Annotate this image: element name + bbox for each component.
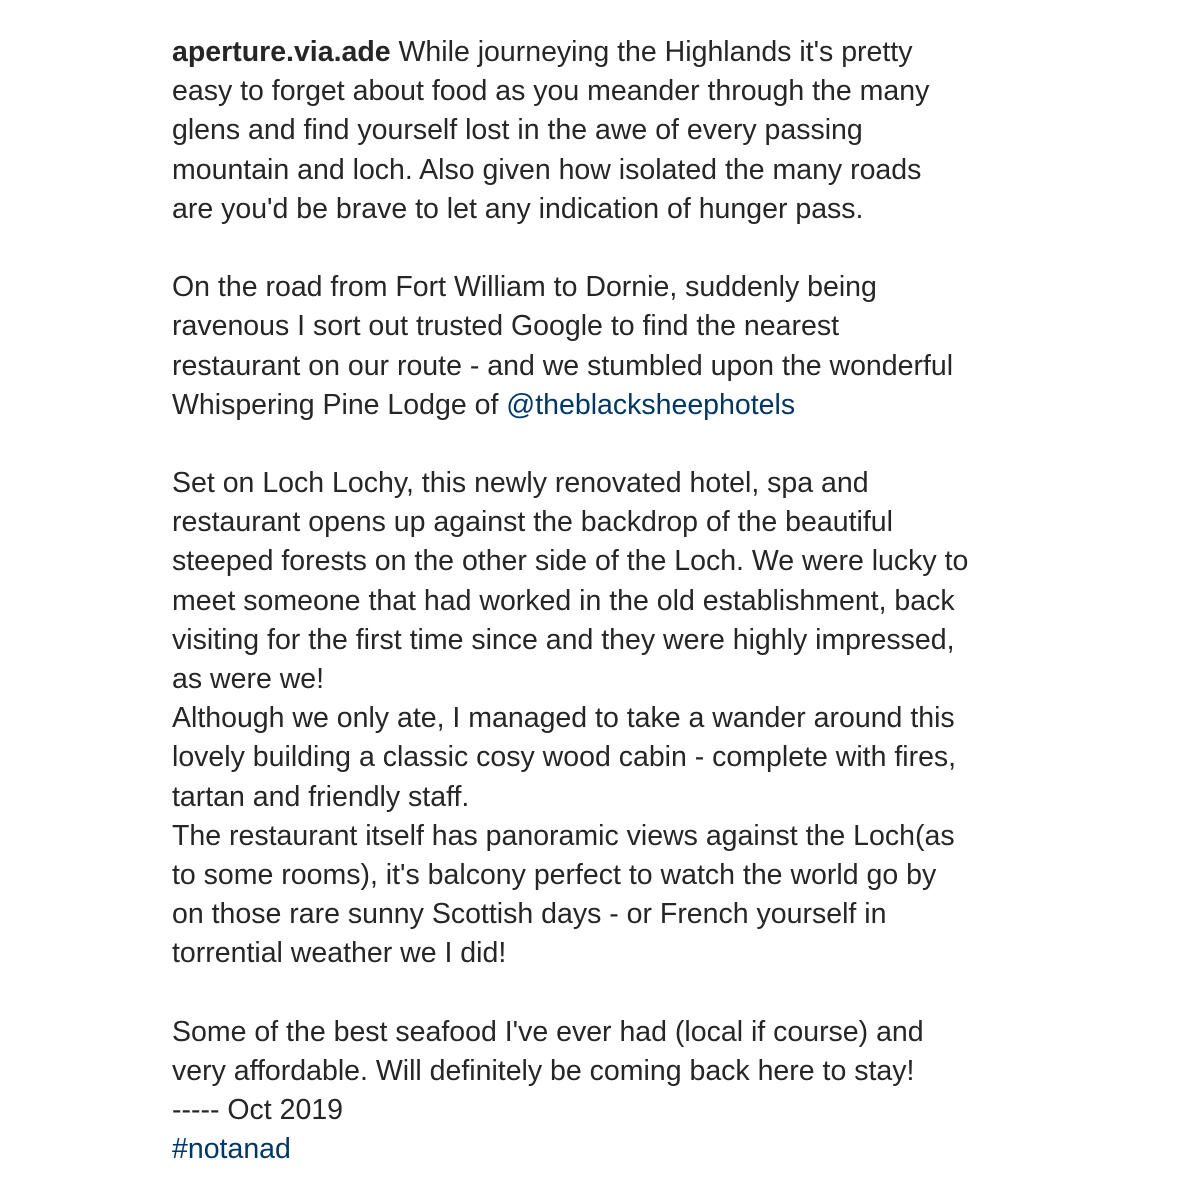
caption-text: The restaurant itself has panoramic views against the Loch(as	[172, 819, 955, 852]
caption-text: Set on Loch Lochy, this newly renovated hotel, spa and	[172, 467, 869, 500]
caption-text: are you'd be brave to let any indication of hunger pass.	[172, 192, 864, 225]
post-caption	[172, 33, 1172, 1169]
caption-line	[172, 33, 1172, 72]
caption-text: restaurant on our route - and we stumbled upon the wonderful	[172, 349, 954, 382]
caption-text: Whispering Pine Lodge of	[172, 388, 499, 421]
caption-text: visiting for the first time since and they were highly impressed,	[172, 623, 955, 656]
caption-text: On the road from Fort William to Dornie, suddenly being	[172, 271, 877, 304]
caption-text: easy to forget about food as you meander through the many	[172, 75, 930, 108]
caption-line	[172, 386, 1172, 425]
caption-text: ----- Oct 2019	[172, 1094, 344, 1127]
username-link[interactable]: aperture.via.ade	[172, 36, 391, 68]
paragraph-gap	[172, 425, 1172, 464]
caption-line	[172, 1130, 1172, 1169]
caption-text: on those rare sunny Scottish days - or French yourself in	[172, 898, 887, 931]
caption-text: meet someone that had worked in the old establishment, back	[172, 584, 955, 617]
caption-text: restaurant opens up against the backdrop of the beautiful	[172, 506, 893, 539]
caption-text: to some rooms), it's balcony perfect to watch the world go by	[172, 858, 937, 891]
caption-text: lovely building a classic cosy wood cabin - complete with fires,	[172, 741, 957, 774]
caption-text: very affordable. Will definitely be coming back here to stay!	[172, 1054, 915, 1087]
caption-text: Some of the best seafood I've ever had (local if course) and	[172, 1015, 924, 1048]
caption-text: Although we only ate, I managed to take a wander around this	[172, 702, 955, 735]
hashtag-link[interactable]: #notanad	[172, 1133, 291, 1166]
caption-text: glens and find yourself lost in the awe of every passing	[172, 114, 863, 147]
caption-text: as were we!	[172, 663, 325, 695]
paragraph-gap	[172, 974, 1172, 1013]
caption-text: steeped forests on the other side of the Loch. We were lucky to	[172, 545, 969, 578]
caption-text: torrential weather we I did!	[172, 937, 507, 970]
mention-link[interactable]: @theblacksheephotels	[506, 388, 796, 421]
caption-text: tartan and friendly staff.	[172, 780, 470, 813]
paragraph-gap	[172, 229, 1172, 268]
caption-text: While journeying the Highlands it's pretty	[398, 36, 913, 68]
caption-text: ravenous I sort out trusted Google to find the nearest	[172, 310, 839, 343]
caption-text: mountain and loch. Also given how isolated the many roads	[172, 153, 922, 186]
